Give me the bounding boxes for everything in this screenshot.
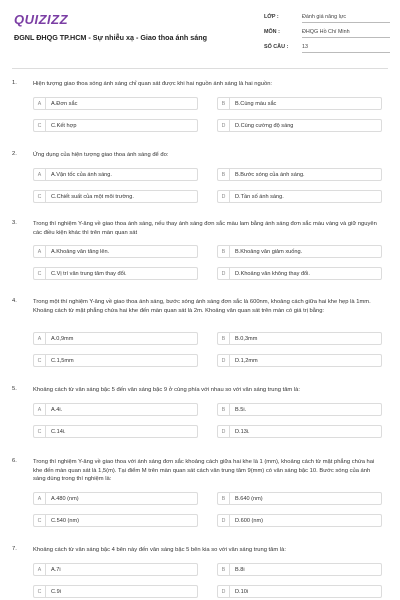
option-text: D.Tần số ánh sáng. [235,193,284,200]
option-text: D.600 (nm) [235,517,263,524]
option-letter: A [34,564,46,576]
option-letter: D [218,268,230,280]
answer-option-c[interactable] [33,514,198,527]
answer-option-d[interactable] [217,354,382,367]
option-letter: C [34,515,46,527]
question-text: Ứng dụng của hiện tượng giao thoa ánh sáng để đo: [33,152,169,158]
meta-subject-label: MÔN : [264,29,280,35]
question-text: Khoảng cách từ vân sáng bậc 5 đến vân sáng bậc 9 ở cùng phía với nhau so với vân sáng trung tâm là: [33,387,300,393]
quizizz-logo: QUIZIZZ [14,12,69,27]
option-letter: D [218,515,230,527]
answer-option-d[interactable] [217,514,382,527]
option-text: B.Khoảng vân giảm xuống. [235,249,303,256]
option-text: C.Chiết suất của một môi trường. [51,193,134,200]
meta-class-label: LỚP : [264,14,279,20]
option-letter: C [34,586,46,598]
option-letter: D [218,426,230,438]
answer-option-b[interactable] [217,168,382,181]
option-text: A.7i [51,566,61,573]
worksheet-title: ĐGNL ĐHQG TP.HCM - Sự nhiễu xạ - Giao thoa ánh sáng [14,33,208,42]
answer-option-c[interactable] [33,190,198,203]
option-letter: B [218,493,230,505]
answer-option-b[interactable] [217,403,382,416]
option-text: D.1,2mm [235,357,258,364]
answer-option-d[interactable] [217,425,382,438]
option-letter: C [34,268,46,280]
option-letter: A [34,493,46,505]
answer-option-a[interactable] [33,563,198,576]
header-divider [12,68,388,69]
option-letter: D [218,586,230,598]
option-letter: C [34,120,46,132]
option-letter: B [218,333,230,345]
question-text: Trong một thí nghiệm Y-âng về giao thoa ánh sáng, bước sóng ánh sáng đơn sắc là 600nm, khoảng cách giữa hai khe hẹp là 1mm. Khoảng cách từ mặt phẳng chứa hai khe đến màn quan sát là 2m. Khoảng vân quan sát trên màn có giá trị bằng: [33,299,371,314]
answer-option-d[interactable] [217,267,382,280]
option-letter: B [218,404,230,416]
option-text: A.0,9mm [51,335,74,342]
option-text: A.Đơn sắc [51,100,78,107]
question-number: 4. [12,298,17,304]
option-letter: B [218,246,230,258]
answer-option-b[interactable] [217,97,382,110]
answer-option-c[interactable] [33,354,198,367]
meta-subject-value: ĐHQG Hồ Chí Minh [302,29,390,38]
answer-option-d[interactable] [217,190,382,203]
answer-option-a[interactable] [33,168,198,181]
option-text: B.8i [235,566,245,573]
answer-option-c[interactable] [33,425,198,438]
option-letter: B [218,564,230,576]
option-letter: C [34,426,46,438]
option-text: C.9i [51,588,61,595]
option-text: A.Khoảng vân tăng lên. [51,249,110,256]
option-text: C.1,5mm [51,357,74,364]
option-text: A.Vận tốc của ánh sáng. [51,171,112,178]
option-letter: A [34,333,46,345]
option-text: C.540 (nm) [51,517,79,524]
option-text: A.480 (nm) [51,495,79,502]
answer-option-d[interactable] [217,119,382,132]
option-letter: A [34,169,46,181]
answer-option-b[interactable] [217,563,382,576]
option-letter: A [34,98,46,110]
option-text: D.10i [235,588,249,595]
option-text: B.5i. [235,406,247,413]
option-text: B.0,3mm [235,335,258,342]
answer-option-b[interactable] [217,245,382,258]
question-text: Trong thí nghiệm Y-âng về giao thoa với ánh sáng đơn sắc khoảng cách giữa hai khe là 1 (mm), khoảng cách từ mặt phẳng chứa hai khe đến màn quan sát là 1,5(m). Tại điểm M trên màn quan sát cách vân trung tâm 9(mm) có vân sáng bậc 10. Bước sóng của ánh sáng dùng trong thí nghiệm là: [33,459,375,483]
option-text: C.14i. [51,428,66,435]
option-text: B.Cùng màu sắc [235,100,277,107]
answer-option-a[interactable] [33,245,198,258]
answer-option-a[interactable] [33,492,198,505]
answer-option-c[interactable] [33,119,198,132]
worksheet-header [0,0,400,65]
question-number: 5. [12,386,17,392]
answer-option-b[interactable] [217,332,382,345]
option-letter: C [34,355,46,367]
option-text: A.4i. [51,406,63,413]
option-text: D.13i. [235,428,250,435]
answer-option-c[interactable] [33,585,198,598]
option-letter: D [218,191,230,203]
option-text: B.Bước sóng của ánh sáng. [235,171,305,178]
meta-count-label: SỐ CÂU : [264,44,289,50]
option-text: C.Vị trí vân trung tâm thay đổi. [51,271,127,278]
answer-option-c[interactable] [33,267,198,280]
question-number: 7. [12,546,17,552]
question-text: Hiện tượng giao thoa sóng ánh sáng chỉ quan sát được khi hai nguồn ánh sáng là hai nguồn: [33,81,273,87]
meta-class-value: Đánh giá năng lực [302,14,390,23]
answer-option-a[interactable] [33,97,198,110]
option-text: D.Cùng cường độ sáng [235,122,294,129]
question-number: 2. [12,151,17,157]
meta-count-value: 13 [302,44,390,53]
question-number: 3. [12,220,17,226]
option-letter: A [34,246,46,258]
option-letter: B [218,169,230,181]
answer-option-a[interactable] [33,332,198,345]
answer-option-b[interactable] [217,492,382,505]
option-letter: A [34,404,46,416]
option-letter: C [34,191,46,203]
option-letter: B [218,98,230,110]
answer-option-d[interactable] [217,585,382,598]
question-text: Khoảng cách từ vân sáng bậc 4 bên này đến vân sáng bậc 5 bên kia so với vân sáng trung tâm là: [33,547,286,553]
answer-option-a[interactable] [33,403,198,416]
question-number: 6. [12,458,17,464]
option-letter: D [218,355,230,367]
question-number: 1. [12,80,17,86]
option-text: B.640 (nm) [235,495,263,502]
option-text: C.Kết hợp [51,122,77,129]
question-text: Trong thí nghiệm Y-âng về giao thoa ánh sáng, nếu thay ánh sáng đơn sắc màu lam bằng ánh sáng đơn sắc màu vàng và giữ nguyên các điều kiện khác thì trên màn quan sát [33,221,377,236]
option-text: D.Khoảng vân không thay đổi. [235,271,310,278]
option-letter: D [218,120,230,132]
